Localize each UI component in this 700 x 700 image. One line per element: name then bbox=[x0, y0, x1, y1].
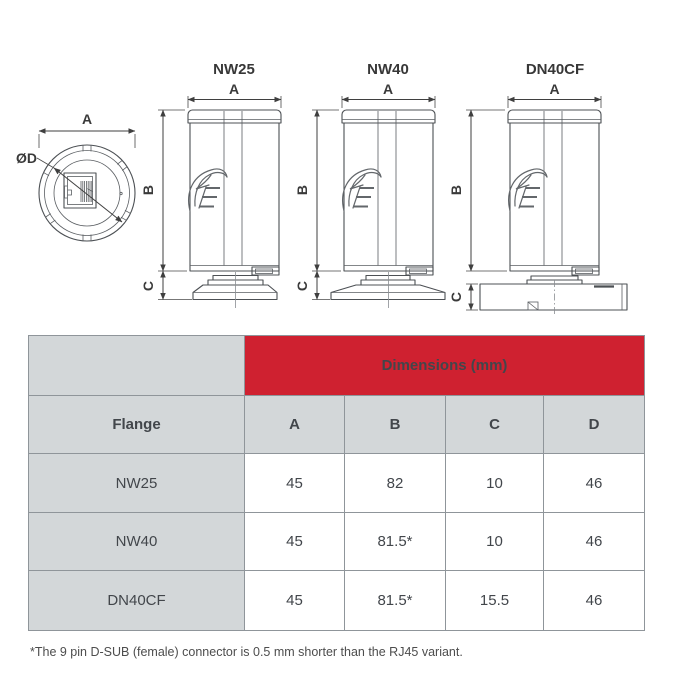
topview-dim-a-label: A bbox=[81, 111, 93, 127]
table-row bbox=[29, 513, 645, 571]
value-cell: 46 bbox=[544, 571, 645, 631]
dimensions-table bbox=[28, 335, 645, 631]
flange-column-header: Flange bbox=[29, 396, 245, 454]
nw40-dim-c: C bbox=[294, 280, 310, 292]
value-cell: 15.5 bbox=[446, 571, 544, 631]
nw40-dim-a: A bbox=[382, 81, 394, 97]
dn40cf-dim-c: C bbox=[448, 291, 464, 303]
table-header-row bbox=[29, 336, 645, 396]
column-header-b: B bbox=[345, 396, 446, 454]
nw25-dim-a: A bbox=[228, 81, 240, 97]
row-label-nw40: NW40 bbox=[29, 513, 245, 571]
value-cell: 46 bbox=[544, 513, 645, 571]
nw40-title: NW40 bbox=[367, 61, 409, 78]
nw40-side-view bbox=[294, 61, 445, 308]
value-cell: 10 bbox=[446, 454, 544, 513]
value-cell: 45 bbox=[245, 513, 345, 571]
top-view-drawing bbox=[16, 111, 135, 241]
row-label-dn40cf: DN40CF bbox=[29, 571, 245, 631]
table-corner-cell bbox=[29, 336, 245, 396]
value-cell: 45 bbox=[245, 454, 345, 513]
dn40cf-side-view bbox=[448, 61, 627, 316]
nw25-dim-b: B bbox=[140, 184, 156, 196]
dn40cf-dim-b: B bbox=[448, 184, 464, 196]
dimensions-header: Dimensions (mm) bbox=[245, 336, 645, 396]
row-label-nw25: NW25 bbox=[29, 454, 245, 513]
column-header-d: D bbox=[544, 396, 645, 454]
column-header-c: C bbox=[446, 396, 544, 454]
dn40cf-title: DN40CF bbox=[525, 61, 585, 78]
dimension-drawing bbox=[0, 0, 700, 332]
value-cell: 82 bbox=[345, 454, 446, 513]
table-column-header-row bbox=[29, 396, 645, 454]
value-cell: 81.5* bbox=[345, 571, 446, 631]
column-header-a: A bbox=[245, 396, 345, 454]
nw25-title: NW25 bbox=[213, 61, 255, 78]
footnote: *The 9 pin D-SUB (female) connector is 0.5 mm shorter than the RJ45 variant. bbox=[30, 645, 463, 659]
value-cell: 10 bbox=[446, 513, 544, 571]
table-row bbox=[29, 454, 645, 513]
topview-dim-d-label: ØD bbox=[16, 150, 37, 166]
nw25-side-view bbox=[140, 61, 281, 308]
value-cell: 81.5* bbox=[345, 513, 446, 571]
nw25-dim-c: C bbox=[140, 280, 156, 292]
value-cell: 45 bbox=[245, 571, 345, 631]
value-cell: 46 bbox=[544, 454, 645, 513]
table-row bbox=[29, 571, 645, 631]
nw40-dim-b: B bbox=[294, 184, 310, 196]
dn40cf-dim-a: A bbox=[549, 81, 560, 97]
